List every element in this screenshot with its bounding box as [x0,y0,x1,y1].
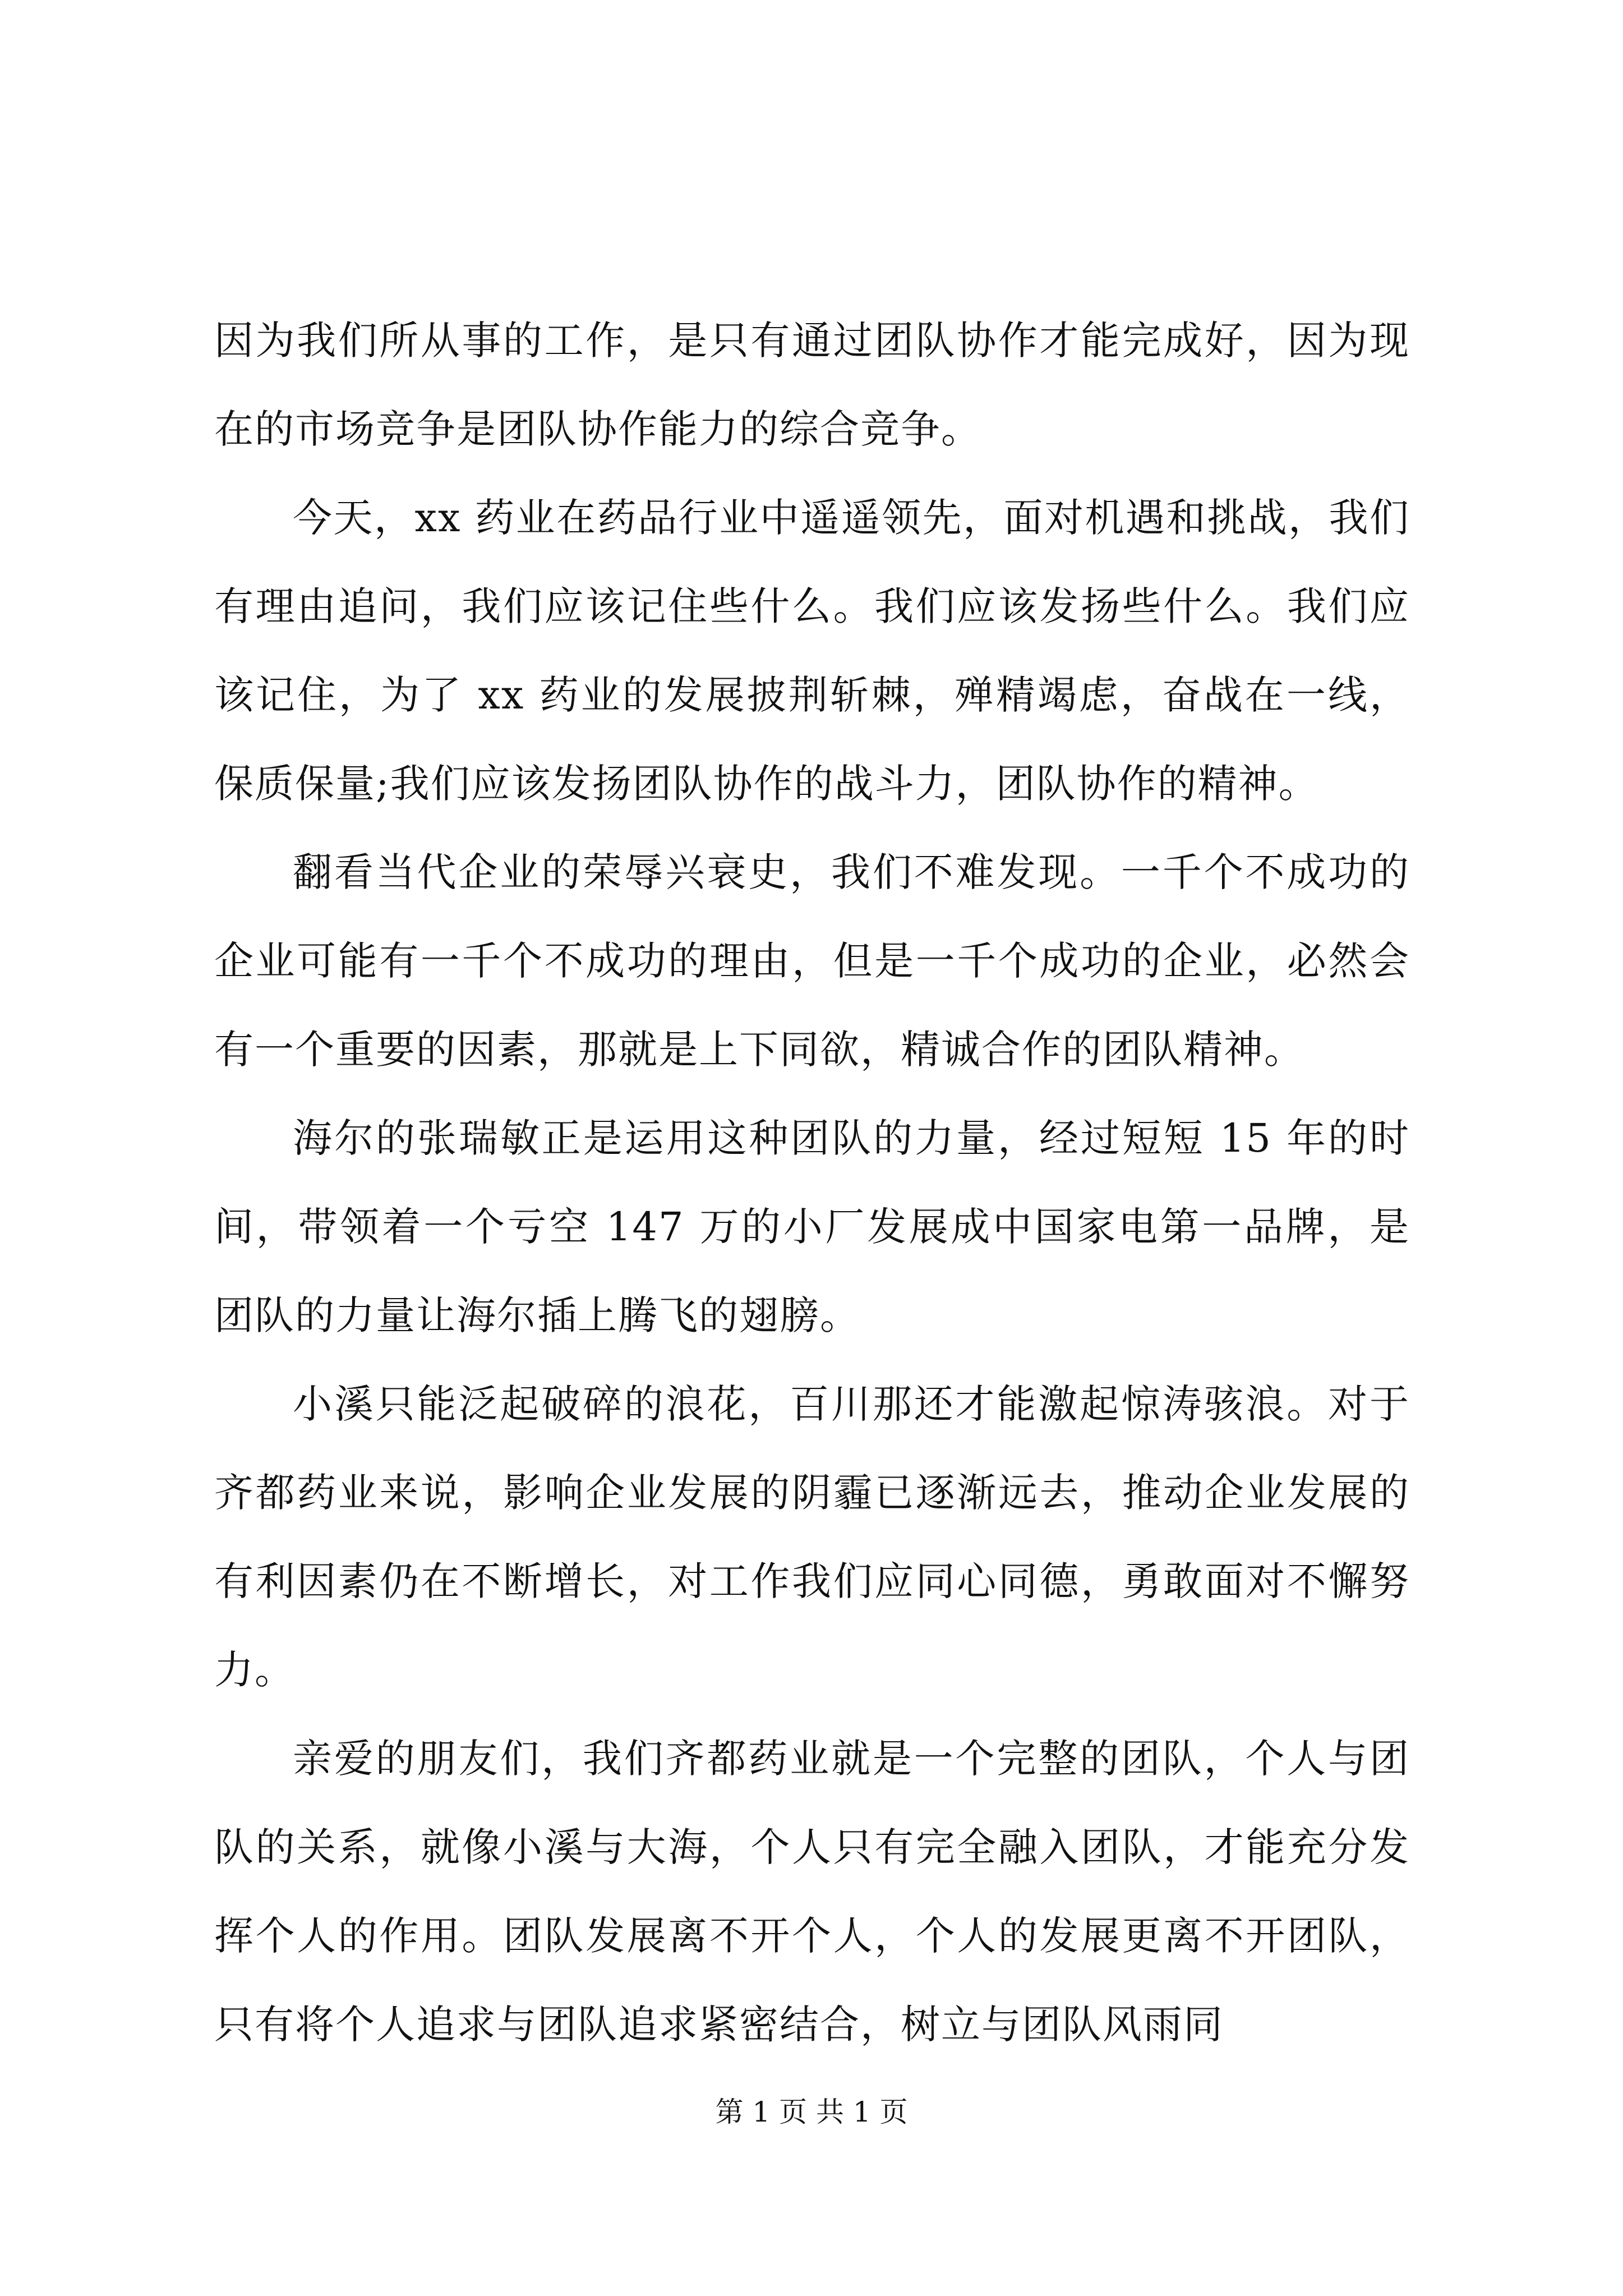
paragraph-3: 翻看当代企业的荣辱兴衰史，我们不难发现。一千个不成功的企业可能有一千个不成功的理由，但是一千个成功的企业，必然会有一个重要的因素，那就是上下同欲，精诚合作的团队精神。 [214,849,1410,1073]
page-footer: 第 1 页 共 1 页 [715,2096,908,2128]
paragraph-5: 小溪只能泛起破碎的浪花，百川那还才能激起惊涛骇浪。对于齐都药业来说，影响企业发展的阴霾已逐渐远去，推动企业发展的有利因素仍在不断增长，对工作我们应同心同德，勇敢面对不懈努力。 [214,1381,1410,1693]
paragraph-4: 海尔的张瑞敏正是运用这种团队的力量，经过短短 15 年的时间，带领着一个亏空 147 万的小厂发展成中国家电第一品牌，是团队的力量让海尔插上腾飞的翅膀。 [214,1115,1410,1338]
paragraph-1: 因为我们所从事的工作，是只有通过团队协作才能完成好，因为现在的市场竞争是团队协作能力的综合竞争。 [214,318,1410,452]
paragraph-2: 今天，xx 药业在药品行业中遥遥领先，面对机遇和挑战，我们有理由追问，我们应该记住些什么。我们应该发扬些什么。我们应该记住，为了 xx 药业的发展披荆斩棘，殚精竭虑，奋战在一线，保质保量;我们应该发扬团队协作的战斗力，团队协作的精神。 [214,495,1410,807]
document-body [214,296,1410,2069]
paragraph-6: 亲爱的朋友们，我们齐都药业就是一个完整的团队，个人与团队的关系，就像小溪与大海，个人只有完全融入团队，才能充分发挥个人的作用。团队发展离不开个人，个人的发展更离不开团队，只有将个人追求与团队追求紧密结合，树立与团队风雨同 [214,1736,1410,2047]
